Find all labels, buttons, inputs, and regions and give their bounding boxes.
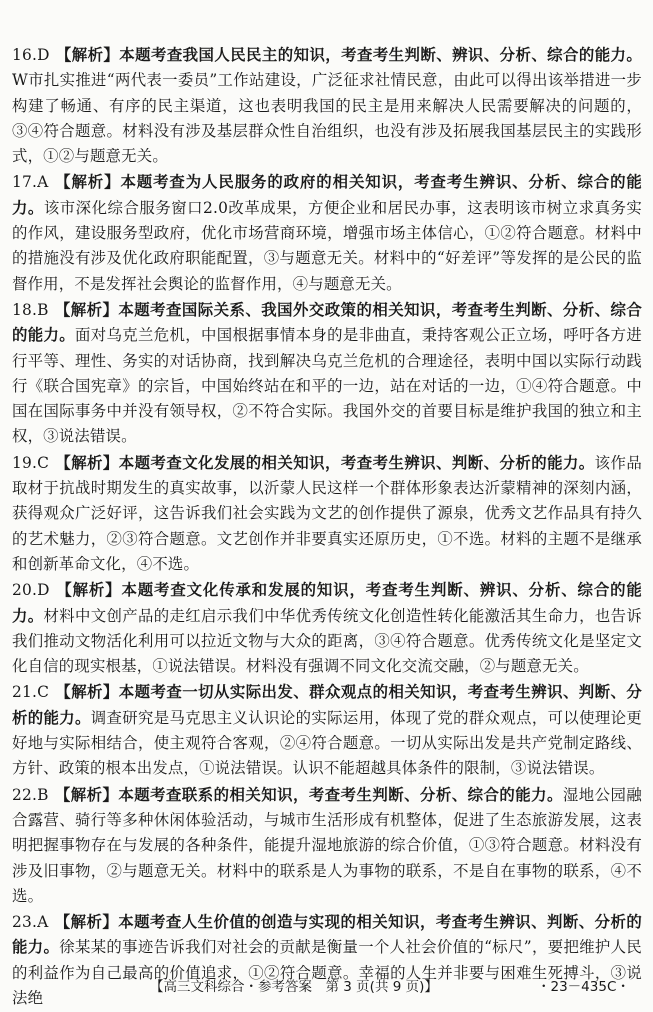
footer-paper-code: ・23－435C・ bbox=[537, 979, 630, 995]
analysis-body: 该作品取材于抗战时期发生的真实故事，以沂蒙人民这样一个群体形象表达沂蒙精神的深刻内涵，获得观众广泛好评，这告诉我们社会实践为文艺的创作提供了源泉，优秀文艺作品具有持久的艺术魅力，②③符合题意。文艺创作并非要真实还原历史，①不选。材料的主题不是继承和创新革命文化，④不选。 bbox=[12, 453, 642, 573]
analysis-lead: 本题考查人生价值的创造与实现的相关知识，考查考生辨识、判断、分析的能力。 bbox=[12, 913, 642, 957]
answer-item-17 bbox=[12, 170, 642, 296]
question-number: 20. bbox=[12, 581, 38, 600]
question-number: 21. bbox=[12, 683, 38, 702]
answer-letter: A bbox=[37, 173, 49, 192]
footer-page-info: 【高三文科综合・参考答案 第 3 页(共 9 页)】 bbox=[150, 979, 438, 995]
question-number: 22. bbox=[12, 785, 38, 804]
answer-item-18 bbox=[12, 298, 642, 450]
analysis-body: 调查研究是马克思主义认识论的实际运用，体现了党的群众观点，可以使理论更好地与实际相结合，使主观符合客观，②④符合题意。一切从实际出发是共产党制定路线、方针、政策的根本出发点，①说法错误。认识不能超越具体条件的限制，③说法错误。 bbox=[12, 708, 642, 778]
question-number: 16. bbox=[12, 46, 38, 64]
analysis-lead: 本题考查联系的相关知识，考查考生判断、分析、综合的能力。 bbox=[118, 785, 563, 804]
analysis-lead: 本题考查为人民服务的政府的相关知识，考查考生辨识、分析、综合的能力。 bbox=[12, 173, 642, 217]
answer-item-23 bbox=[12, 910, 642, 1011]
analysis-tag: 【解析】 bbox=[54, 913, 119, 932]
analysis-lead: 本题考查国际关系、我国外交政策的相关知识，考查考生判断、分析、综合的能力。 bbox=[12, 300, 642, 345]
answer-letter: D bbox=[37, 46, 50, 64]
answer-item-21 bbox=[12, 680, 642, 781]
answer-item-19 bbox=[12, 451, 642, 577]
page-footer bbox=[0, 972, 653, 996]
analysis-tag: 【解析】 bbox=[55, 683, 119, 702]
analysis-tag: 【解析】 bbox=[54, 300, 119, 319]
answer-letter: D bbox=[37, 581, 50, 600]
answer-letter: B bbox=[37, 300, 49, 319]
analysis-lead: 本题考查文化发展的相关知识，考查考生辨识、判断、分析的能力。 bbox=[118, 453, 595, 472]
analysis-tag: 【解析】 bbox=[54, 173, 121, 192]
analysis-body: 徐某某的事迹告诉我们对社会的贡献是衡量一个人社会价值的“标尺”，要把维护人民的利益作为自己最高的价值追求，①②符合题意。幸福的人生并非要与困难生死搏斗，③说法绝 bbox=[12, 938, 642, 1007]
analysis-body: 湿地公园融合露营、骑行等多种休闲体验活动，与城市生活形成有机整体，促进了生态旅游发展，这表明把握事物存在与发展的各种条件，能提升湿地旅游的综合价值，①③符合题意。材料没有涉及旧事物，②与题意无关。材料中的联系是人为事物的联系，不是自在事物的联系，④不选。 bbox=[12, 785, 642, 905]
question-number: 18. bbox=[12, 300, 38, 319]
answer-letter: C bbox=[37, 453, 50, 472]
answer-item-20 bbox=[12, 578, 642, 679]
analysis-lead: 本题考查一切从实际出发、群众观点的相关知识，考查考生辨识、判断、分析的能力。 bbox=[12, 683, 642, 727]
analysis-body: 材料中文创产品的走红启示我们中华优秀传统文化创造性转化能激活其生命力，也告诉我们推动文物活化利用可以拉近文物与大众的距离，③④符合题意。优秀传统文化是坚定文化自信的现实根基，①说法错误。材料没有强调不同文化交流交融，②与题意无关。 bbox=[12, 606, 642, 676]
answer-item-22 bbox=[12, 783, 642, 909]
analysis-body: 面对乌克兰危机，中国根据事情本身的是非曲直，秉持客观公正立场，呼吁各方进行平等、理性、务实的对话协商，找到解决乌克兰危机的合理途径，表明中国以实际行动践行《联合国宪章》的宗旨，中国始终站在和平的一边，站在对话的一边，①④符合题意。中国在国际事务中并没有领导权，②不符合实际。我国外交的首要目标是维护我国的独立和主权，③说法错误。 bbox=[12, 326, 642, 446]
answer-letter: B bbox=[37, 785, 49, 804]
analysis-body: W市扎实推进“两代表一委员”工作站建设，广泛征求社情民意，由此可以得出该举措进一步构建了畅通、有序的民主渠道，这也表明我国的民主是用来解决人民需要解决的问题的，③④符合题意。材料没有涉及基层群众性自治组织，也没有涉及拓展我国基层民主的实践形式，①②与题意无关。 bbox=[12, 71, 642, 166]
analysis-lead: 本题考查文化传承和发展的知识，考查考生判断、辨识、分析、综合的能力。 bbox=[12, 581, 642, 625]
analysis-body: 该市深化综合服务窗口2.0改革成果，方便企业和居民办事，这表明该市树立求真务实的作风，建设服务型政府，优化市场营商环境，增强市场主体信心，①②符合题意。材料中的措施没有涉及优化政府职能配置，③与题意无关。材料中的“好差评”等发挥的是公民的监督作用，不是发挥社会舆论的监督作用，④与题意无关。 bbox=[12, 198, 642, 293]
analysis-lead: 本题考查我国人民民主的知识，考查考生判断、辨识、分析、综合的能力。 bbox=[119, 46, 642, 64]
analysis-tag: 【解析】 bbox=[55, 46, 120, 64]
answer-letter: A bbox=[37, 913, 49, 932]
answer-item-16 bbox=[12, 43, 642, 169]
question-number: 17. bbox=[12, 173, 38, 192]
question-number: 23. bbox=[12, 913, 38, 932]
analysis-tag: 【解析】 bbox=[55, 453, 119, 472]
answer-letter: C bbox=[37, 683, 50, 702]
analysis-tag: 【解析】 bbox=[54, 785, 119, 804]
question-number: 19. bbox=[12, 453, 38, 472]
analysis-tag: 【解析】 bbox=[55, 581, 122, 600]
answer-list bbox=[12, 43, 642, 1012]
